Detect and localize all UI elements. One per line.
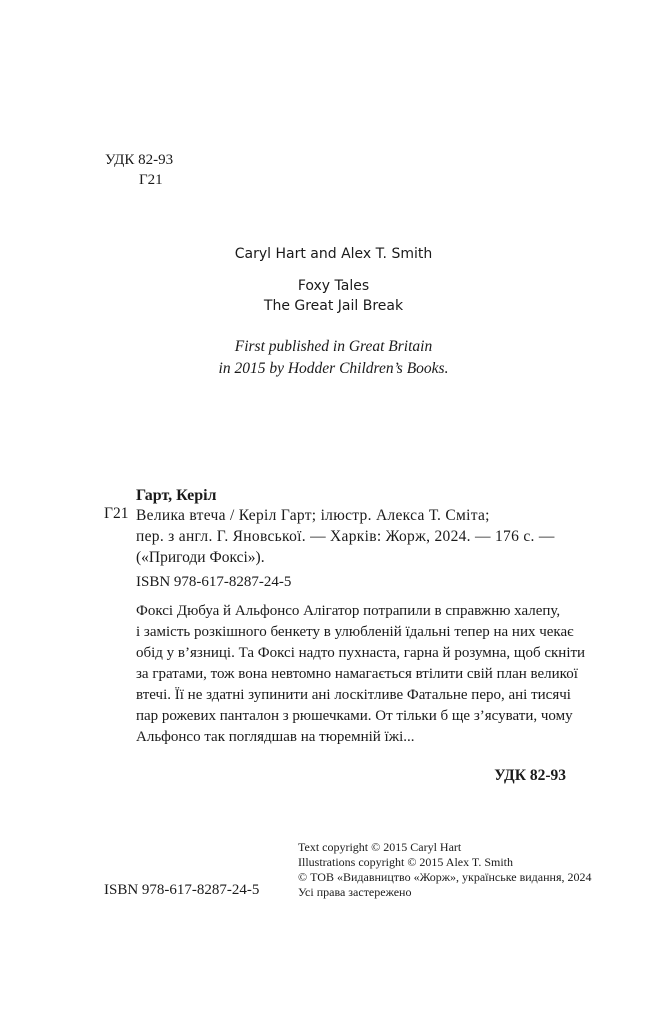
udk-code: УДК 82-93 [105,152,174,168]
isbn-bottom: ISBN 978-617-8287-24-5 [104,882,260,898]
annotation-line: пар рожевих панталон з рюшечками. От тільки б ще з’ясувати, чому [136,708,573,724]
annotation-line: Альфонсо так поглядшав на тюремній їжі... [136,729,415,745]
annotation-line: за гратами, тож вона невтомно намагається втілити свій план великої [136,666,578,682]
catalog-description-line: Велика втеча / Керіл Гарт; ілюстр. Алекса Т. Сміта; [136,507,490,524]
first-publication-note [0,336,667,380]
catalog-author-heading: Гарт, Керіл [136,487,217,504]
series-title: Foxy Tales [297,278,370,294]
copyright-line: Illustrations copyright © 2015 Alex T. Smith [298,855,513,869]
catalog-description-line: пер. з англ. Г. Яновської. — Харків: Жорж, 2024. — 176 с. — [136,528,555,545]
udk-classification-bottom: УДК 82-93 [494,767,566,784]
publication-line-2: in 2015 by Hodder Children’s Books. [218,360,449,377]
catalog-author-sign: Г21 [104,505,129,522]
publication-line-1: First published in Great Britain [234,338,433,355]
copyright-line: Text copyright © 2015 Caryl Hart [298,840,462,854]
udk-classification-top [105,150,173,190]
copyright-line: Усі права застережено [298,885,412,899]
copyright-block [298,840,591,900]
copyright-line: © ТОВ «Видавництво «Жорж», українське видання, 2024 [298,870,592,884]
annotation-line: втечі. Її не здатні зупинити ані лоскітливе Фатальне перо, ані тисячі [136,687,571,703]
catalog-description-line: («Пригоди Фоксі»). [136,549,265,566]
author-sign: Г21 [139,172,163,188]
catalog-isbn: ISBN 978-617-8287-24-5 [136,574,292,590]
catalog-description [136,505,568,568]
annotation-line: Фоксі Дюбуа й Альфонсо Алігатор потрапили в справжню халепу, [136,603,561,619]
original-title-block [0,276,667,316]
annotation-line: і замість розкішного бенкету в улюбленій їдальні тепер на них чекає [136,624,574,640]
annotation-line: обід у в’язниці. Та Фоксі надто пухнаста, гарна й розумна, щоб скніти [136,645,586,661]
book-title: The Great Jail Break [263,298,404,314]
original-authors: Caryl Hart and Alex T. Smith [234,246,433,262]
annotation-paragraph [136,601,586,748]
